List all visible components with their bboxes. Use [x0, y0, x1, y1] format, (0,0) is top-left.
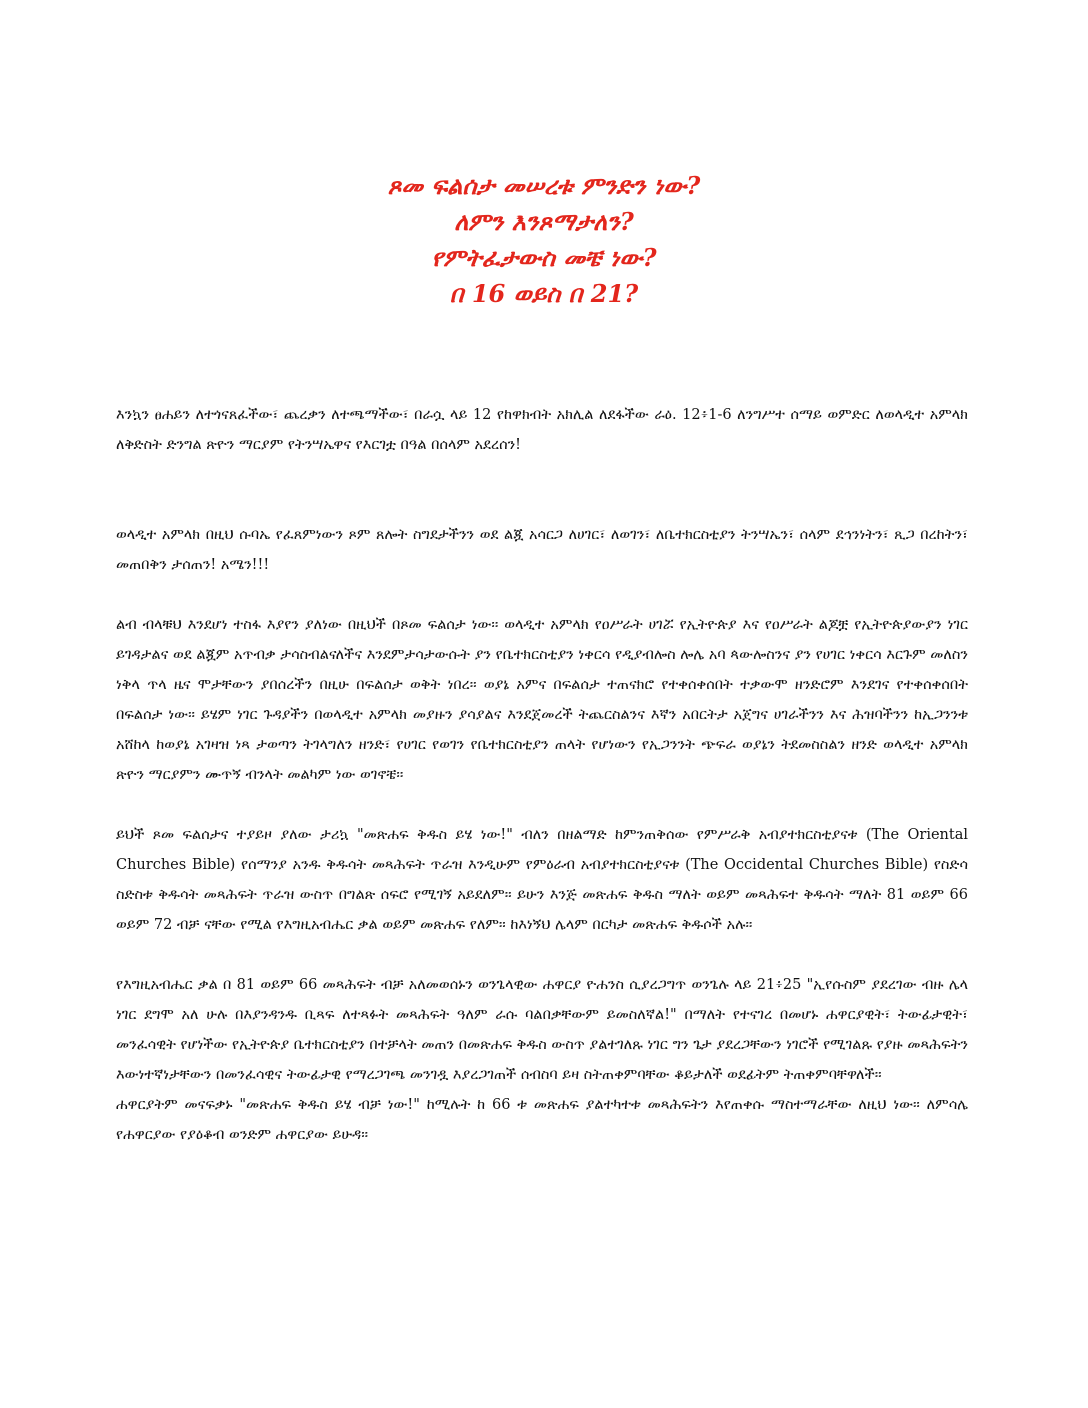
title-line-1: ጾመ ፍልሰታ መሠረቱ ምንድን ነው?	[387, 171, 701, 200]
document-title	[0, 168, 1088, 312]
paragraph-blessing: ወላዲተ አምላክ በዚህ ሱባኤ የፈጸምነውን ጾም ጸሎት ስግደታችንን ወደ ልጇ አሳርጋ ለሀገር፣ ለወገን፣ ለቤተክርስቲያን ትንሣኤን፣ ሰላም ደኅንነትን፣ ጺጋ በረከትን፣ መጠበቅን ታሰጠን! አሜን!!!	[116, 527, 968, 573]
paragraph-word-of-god: የእግዚአብሔር ቃል በ 81 ወይም 66 መጻሕፍት ብቻ አለመወሰኑን ወንጌላዊው ሐዋርያ ዮሐንስ ሲያረጋግጥ ወንጌሉ ላይ 21፥25 "ኢየሱስም ያደረገው ብዙ ሌላ ነገር ደግሞ አለ ሁሉ በእያንዳንዱ ቢጻፍ ለተጻፉት መጻሕፍት ዓለም ራሱ ባልበቃቸውም ይመስለኛል!" በማለት የተናገረ በመሆኑ ሐዋርያዊት፣ ትውፊታዊት፣ መንፈሳዊት የሆነችው የኢትዮጵያ ቤተክርስቲያን በተቻላት መጠን በመጽሐፍ ቅዱስ ውስጥ ያልተገለጹ ነገር ግን ጌታ ያደረጋቸውን ነገሮች የሚገልጹ የያዙ መጻሕፍትን እውነተኛነታቸውን በመንፈሳዊና ትውፊታዊ የማረጋገጫ መንገዷ እያረጋገጠች ሰብስባ ይዛ ስትጠቀምባቸው ቆይታለች ወደፊትም ትጠቀምባቸዋለች፡፡	[116, 977, 968, 1083]
paragraph-greeting: እንኳን ፀሐይን ለተጎናጸፈችው፣ ጨረቃን ለተጫማችው፣ በራሷ ላይ 12 የከዋክብት አክሊል ለደፋችው ራዕ. 12፥1-6 ለንግሥተ ሰማይ ወምድር ለወላዲተ አምላክ ለቅድስት ድንግል ጽዮን ማርያም የትንሣኤዋና የእርገቷ በዓል በሰላም አደረሰን!	[116, 407, 968, 453]
paragraph-apostles: ሐዋርያትም መናፍቃኑ "መጽሐፍ ቅዱስ ይሄ ብቻ ነው!" ከሚሉት ከ 66 ቱ መጽሐፍ ያልተካተቱ መጻሕፍትን እየጠቀሱ ማስተማራቸው ለዚህ ነው፡፡ ለምሳሌ የሐዋርያው የያዕቆብ ወንድም ሐዋርያው ይሁዳ፡፡	[116, 1097, 968, 1143]
title-line-4: በ 16 ወይስ በ 21?	[449, 279, 639, 308]
paragraph-bible-canon: ይህች ጾመ ፍልሰታና ተያይዞ ያለው ታሪኳ "መጽሐፍ ቅዱስ ይሄ ነው!" ብለን በዘልማድ ከምንጠቅሰው የምሥራቅ አብያተክርስቲያናቱ (The Oriental Churches Bible) የሰማንያ አንዱ ቅዱሳት መጻሕፍት ጥራዝ እንዲሁም የምዕራብ አብያተክርስቲያናቱ (The Occidental Churches Bible) የስድሳ ስድስቱ ቅዱሳት መጻሕፍት ጥራዝ ውስጥ በግልጽ ሰፍሮ የሚገኝ አይደለም፡፡ ይሁን እንጅ መጽሐፍ ቅዱስ ማለት ወይም መጻሕፍተ ቅዱሳት ማለት 81 ወይም 66 ወይም 72 ብቻ ናቸው የሚል የእግዚአብሔር ቃል ወይም መጽሐፍ የለም፡፡ ከእነኝህ ሌላም በርካታ መጽሐፍ ቅዱሶች አሉ፡፡	[116, 827, 968, 933]
title-line-3: የምትፈታውስ መቼ ነው?	[431, 243, 657, 272]
title-line-2: ለምን እንጾማታለን?	[454, 207, 634, 236]
document-body	[116, 400, 968, 1150]
paragraph-hope: ልብ ብላቹህ እንደሆነ ተስፋ እያየን ያለነው በዚህች በጾመ ፍልሰታ ነው፡፡ ወላዲተ አምላክ የዐሥራት ሀገሯ የኢትዮጵያ እና የዐሥራት ልጆቿ የኢትዮጵያውያን ነገር ይገዳታልና ወደ ልጇም አጥብቃ ታሳስብልናለችና እንደምታሳታውሱት ያን የቤተክርስቲያን ነቀርሳ የዲያብሎስ ሎሌ አባ ጳውሎስንና ያን የሀገር ነቀርሳ እርጉም መለስን ነቅላ ጥላ ዜና ሞታቸውን ያበሰረችን በዚሁ በፍልሰታ ወቅት ነበረ፡፡ ወያኔ አምና በፍልሰታ ተጠናክሮ የተቀሰቀሰበት ተቃውሞ ዘንድሮም እንደገና የተቀሰቀሰበት በፍልሰታ ነው፡፡ ይሄም ነገር ጉዳያችን በወላዲተ አምላክ መያዙን ያሳያልና እንደጀመረች ትጨርስልንና እኛን አበርትታ አጀግና ሀገራችንን እና ሕዝባችንን ከኢጋንንቱ አሸከላ ከወያኔ አገዛዝ ነጻ ታወጣን ትገላግለን ዘንድ፣ የሀገር የወገን የቤተክርስቲያን ጠላት የሆነውን የኢጋንንት ጭፍራ ወያኔን ትደመስስልን ዘንድ ወላዲተ አምላክ ጽዮን ማርያምን ሙጥኝ ብንላት መልካም ነው ወገኖቼ፡፡	[116, 617, 968, 783]
